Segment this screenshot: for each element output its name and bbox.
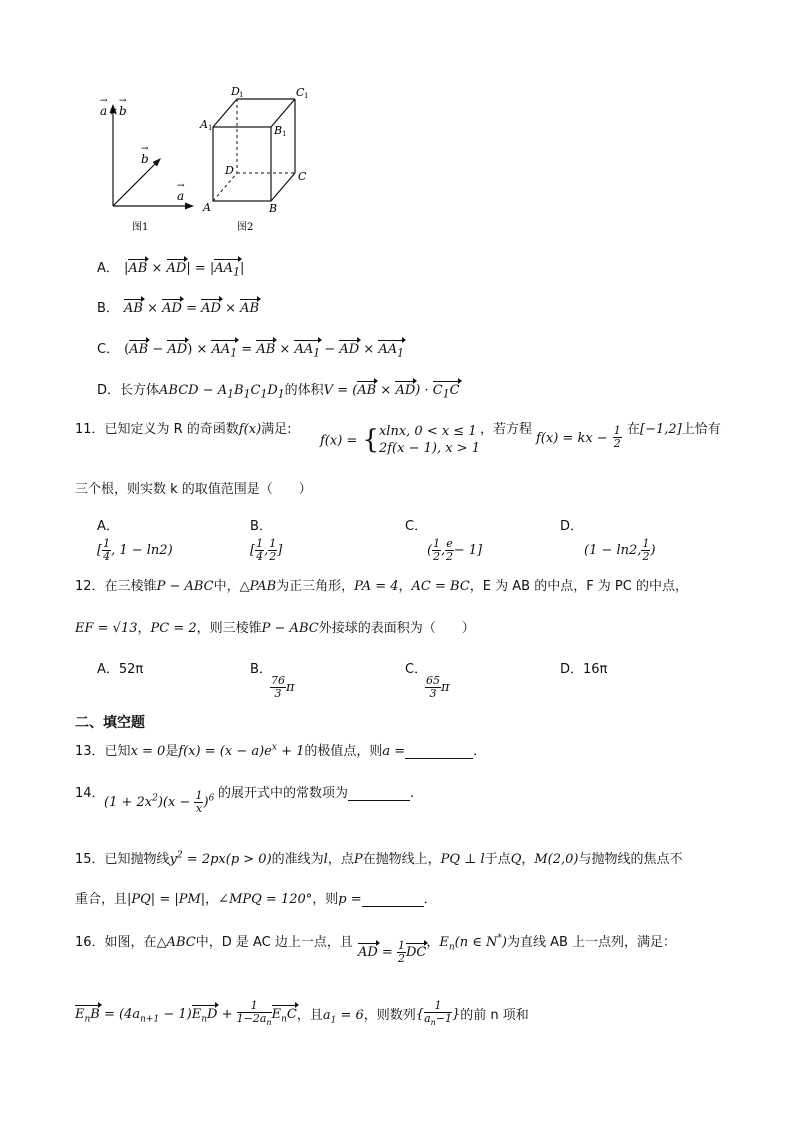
q10-option-d[interactable]: D．长方体ABCD − $A_1B_1C_1D_1$的体积$V = (AB \times AD) \cdot C_1C$ bbox=[97, 383, 460, 401]
q11-stem-line2: 三个根，则实数 k 的取值范围是（ ） bbox=[75, 482, 312, 497]
svg-text:C: C bbox=[296, 86, 305, 99]
q15-line1: 15．已知抛物线$y^2 = 2px(p > 0)$的准线为l，点P在抛物线上，PQ ⊥ l于点Q，M(2,0)与抛物线的焦点不 bbox=[75, 850, 683, 867]
q11-stem-line1: 11．已知定义为 R 的奇函数f(x)满足: bbox=[75, 422, 292, 437]
q10-option-a[interactable]: A． $|AB \times AD| = |AA_1|$ bbox=[97, 261, 245, 279]
q11-stem-tail: 在[−1,2]上恰有 bbox=[627, 422, 721, 437]
svg-text:→: → bbox=[100, 96, 108, 106]
q14-expression: $(1 + 2x^2)(x$ − $\frac{1}{x}$ )$^6$ bbox=[104, 789, 215, 815]
q15-answer-blank[interactable] bbox=[362, 894, 424, 907]
vector-a-label-2: a bbox=[177, 189, 185, 203]
svg-text:D: D bbox=[225, 164, 234, 177]
svg-text:D: D bbox=[231, 85, 240, 98]
svg-text:B: B bbox=[274, 124, 283, 137]
q11-option-d[interactable]: D． (1 − ln2, $\frac{1}{2}$ ) bbox=[560, 519, 656, 563]
svg-text:A: A bbox=[200, 118, 208, 131]
svg-text:→: → bbox=[119, 96, 127, 106]
vector-b-label-2: b bbox=[141, 152, 149, 166]
q11-option-a[interactable]: A． [ $\frac{1}{4}$ , 1 − ln2) bbox=[97, 519, 173, 563]
q12-option-a[interactable]: A．52π bbox=[97, 662, 144, 677]
figure-1-caption: 图1 bbox=[132, 222, 149, 233]
svg-text:1: 1 bbox=[304, 92, 309, 100]
q11-option-b[interactable]: B． [ $\frac{1}{4}$ , $\frac{1}{2}$ ] bbox=[250, 519, 283, 563]
svg-text:→: → bbox=[141, 144, 149, 154]
q14: 14． bbox=[75, 786, 105, 801]
vector-b-label: b bbox=[119, 104, 127, 118]
svg-text:1: 1 bbox=[239, 91, 244, 99]
q16-line1: 16．如图，在△ABC中，D 是 AC 边上一点，且 AD = $\frac{1}{2}$ DC，$E_n(n$ ∈ N*)为直线 AB 上一点列，满足： bbox=[75, 933, 677, 965]
svg-text:1: 1 bbox=[208, 124, 213, 132]
q11-option-c[interactable]: C． ( $\frac{1}{2}$ , $\frac{e}{2}$ − 1] bbox=[405, 519, 483, 563]
q10-option-b[interactable]: B． AB × AD = AD × AB bbox=[97, 301, 260, 316]
section-heading-fill-in: 二、填空题 bbox=[75, 715, 145, 731]
q12-stem-line2: EF = √13，PC = 2，则三棱锥P − ABC外接球的表面积为（ ） bbox=[75, 621, 475, 636]
svg-text:1: 1 bbox=[282, 130, 287, 138]
figure-2-cuboid bbox=[195, 82, 320, 237]
q15-line2: 重合，且|PQ| = |PM|，∠MPQ = 120°，则p = ． bbox=[75, 892, 437, 907]
q12-option-b[interactable]: B． $\frac{76}{3}$ π bbox=[250, 662, 295, 700]
q11-piecewise: f(x) = { xlnx, 0 < x ≤ 1 2f(x − 1), x > 1 bbox=[320, 424, 480, 456]
figure-2-caption: 图2 bbox=[237, 222, 254, 233]
q12-option-d[interactable]: D．16π bbox=[560, 662, 608, 677]
q14-answer-blank[interactable] bbox=[348, 788, 410, 801]
q10-option-c[interactable]: C． $(AB - AD) \times AA_1$ = AB × $AA_1$ − AD × $AA_1$ bbox=[97, 342, 404, 360]
cross-label: × bbox=[109, 105, 119, 118]
q16-line2: $E_nB = (4a_{n+1} - 1)E_nD$ + $\frac{1}{1-2a_n}$ $E_nC$，且$a_1 = 6$，则数列{ $\frac{1}{a_n-1}$ }的前 n 项和 bbox=[75, 999, 529, 1028]
svg-text:→: → bbox=[177, 181, 185, 191]
q12-option-c[interactable]: C． $\frac{65}{3}$ π bbox=[405, 662, 450, 700]
q11-equation: f(x) = kx − $\frac{1}{2}$ bbox=[536, 424, 621, 450]
q13: 13．已知x = 0是$f(x) = (x - a)e^x + 1$的极值点，则a = ． bbox=[75, 742, 487, 759]
figure-1-vectors bbox=[90, 88, 200, 238]
svg-text:C: C bbox=[298, 170, 307, 183]
q12-stem-line1: 12．在三棱锥P − ABC中，△PAB为正三角形，PA = 4，AC = BC，E 为 AB 的中点，F 为 PC 的中点， bbox=[75, 579, 688, 594]
q14-stem: 的展开式中的常数项为 . bbox=[218, 786, 415, 801]
vector-a-label: a bbox=[100, 104, 108, 118]
q13-answer-blank[interactable] bbox=[405, 746, 473, 759]
q11-stem-eq: ，若方程 bbox=[480, 422, 533, 437]
svg-text:A: A bbox=[203, 201, 211, 214]
svg-text:B: B bbox=[269, 202, 278, 215]
